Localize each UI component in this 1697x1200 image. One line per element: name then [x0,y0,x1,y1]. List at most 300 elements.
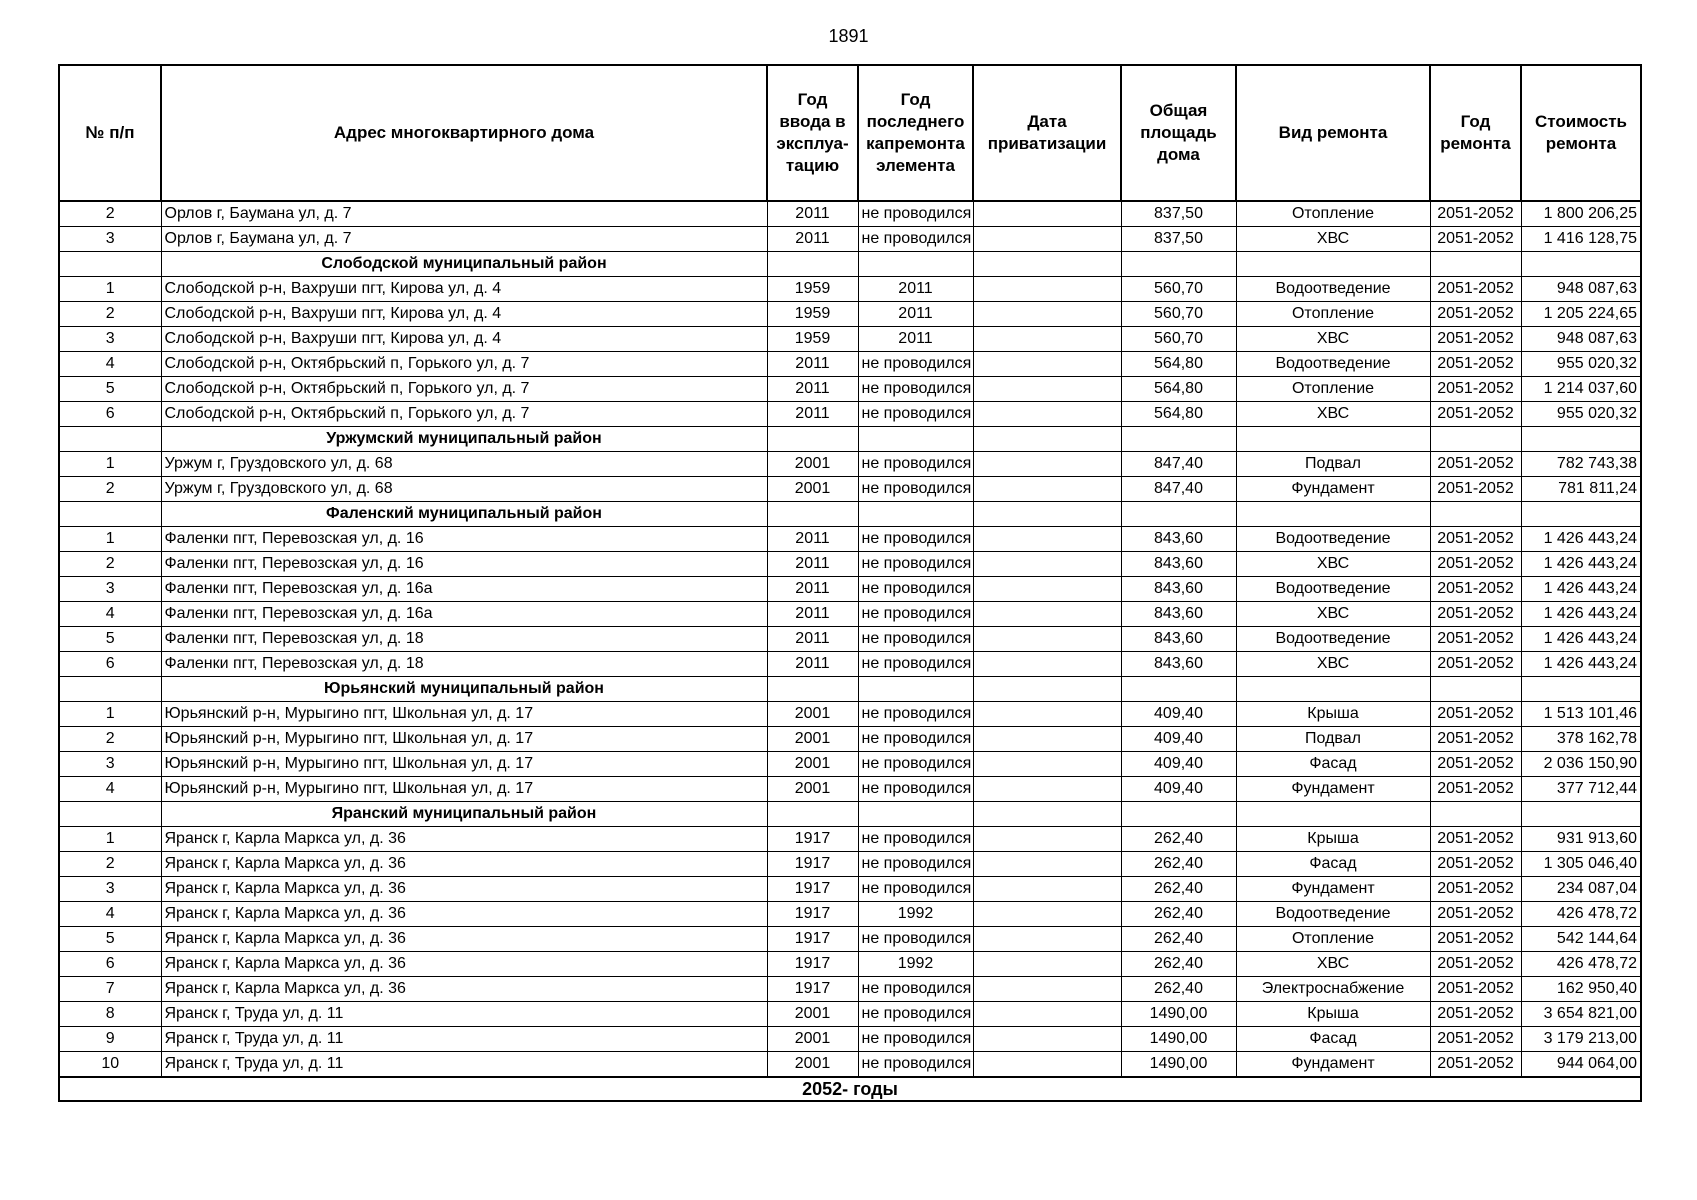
cell-repair-type: Фундамент [1236,477,1430,502]
cell-last-repair: не проводился [858,402,973,427]
cell-area: 837,50 [1121,227,1236,252]
table-row [59,652,1641,677]
cell-last-repair: 1992 [858,902,973,927]
cell-cost: 948 087,63 [1521,277,1641,302]
cell-cost: 1 426 443,24 [1521,577,1641,602]
cell-address: Яранск г, Труда ул, д. 11 [161,1027,767,1052]
cell-area: 1490,00 [1121,1002,1236,1027]
cell-year-built: 2001 [767,1052,858,1078]
cell-year-built: 2011 [767,577,858,602]
cell-repair-year: 2051-2052 [1430,727,1521,752]
cell-last-repair: не проводился [858,552,973,577]
cell-num: 4 [59,352,161,377]
cell-repair-year: 2051-2052 [1430,527,1521,552]
cell-privatization [973,827,1121,852]
cell-year-built: 2001 [767,727,858,752]
cell-address: Яранск г, Карла Маркса ул, д. 36 [161,827,767,852]
empty-cell [858,802,973,827]
cell-privatization [973,1002,1121,1027]
table-row [59,602,1641,627]
cell-area: 262,40 [1121,877,1236,902]
cell-num: 9 [59,1027,161,1052]
cell-cost: 2 036 150,90 [1521,752,1641,777]
repair-schedule-table [58,64,1642,1102]
table-row [59,952,1641,977]
cell-repair-year: 2051-2052 [1430,777,1521,802]
cell-repair-year: 2051-2052 [1430,752,1521,777]
table-row [59,827,1641,852]
cell-address: Слободской р-н, Вахруши пгт, Кирова ул, д. 4 [161,302,767,327]
cell-year-built: 2011 [767,377,858,402]
table-row [59,277,1641,302]
cell-address: Орлов г, Баумана ул, д. 7 [161,201,767,227]
cell-cost: 1 426 443,24 [1521,602,1641,627]
cell-privatization [973,602,1121,627]
cell-address: Уржум г, Груздовского ул, д. 68 [161,452,767,477]
cell-repair-year: 2051-2052 [1430,552,1521,577]
cell-repair-type: Крыша [1236,827,1430,852]
cell-address: Юрьянский р-н, Мурыгино пгт, Школьная ул, д. 17 [161,727,767,752]
cell-repair-year: 2051-2052 [1430,577,1521,602]
table-row [59,777,1641,802]
cell-last-repair: не проводился [858,527,973,552]
empty-cell [1430,677,1521,702]
cell-privatization [973,777,1121,802]
cell-privatization [973,752,1121,777]
page-number: 1891 [828,26,869,46]
table-row [59,1027,1641,1052]
district-row [59,502,1641,527]
cell-last-repair: не проводился [858,827,973,852]
cell-repair-type: Водоотведение [1236,277,1430,302]
cell-cost: 782 743,38 [1521,452,1641,477]
cell-privatization [973,702,1121,727]
cell-privatization [973,277,1121,302]
cell-last-repair: 2011 [858,302,973,327]
cell-cost: 931 913,60 [1521,827,1641,852]
cell-privatization [973,577,1121,602]
cell-repair-type: Фасад [1236,752,1430,777]
cell-address: Фаленки пгт, Перевозская ул, д. 16 [161,552,767,577]
cell-num: 2 [59,552,161,577]
cell-cost: 948 087,63 [1521,327,1641,352]
cell-privatization [973,652,1121,677]
district-name: Уржумский муниципальный район [161,427,767,452]
cell-privatization [973,627,1121,652]
cell-num: 6 [59,652,161,677]
cell-address: Слободской р-н, Октябрьский п, Горького ул, д. 7 [161,377,767,402]
empty-cell [59,427,161,452]
cell-cost: 1 800 206,25 [1521,201,1641,227]
cell-address: Юрьянский р-н, Мурыгино пгт, Школьная ул, д. 17 [161,777,767,802]
empty-cell [858,502,973,527]
cell-cost: 426 478,72 [1521,902,1641,927]
cell-year-built: 1917 [767,877,858,902]
cell-num: 1 [59,527,161,552]
district-name: Слободской муниципальный район [161,252,767,277]
cell-num: 6 [59,402,161,427]
cell-num: 3 [59,577,161,602]
cell-privatization [973,227,1121,252]
cell-last-repair: не проводился [858,977,973,1002]
cell-address: Фаленки пгт, Перевозская ул, д. 18 [161,652,767,677]
empty-cell [59,252,161,277]
cell-year-built: 2011 [767,227,858,252]
cell-cost: 1 305 046,40 [1521,852,1641,877]
empty-cell [858,427,973,452]
cell-repair-type: Электроснабжение [1236,977,1430,1002]
empty-cell [767,252,858,277]
district-name: Юрьянский муниципальный район [161,677,767,702]
empty-cell [1430,427,1521,452]
table-row [59,877,1641,902]
cell-area: 843,60 [1121,577,1236,602]
cell-address: Уржум г, Груздовского ул, д. 68 [161,477,767,502]
cell-last-repair: не проводился [858,577,973,602]
cell-cost: 426 478,72 [1521,952,1641,977]
cell-last-repair: не проводился [858,227,973,252]
cell-address: Слободской р-н, Октябрьский п, Горького ул, д. 7 [161,352,767,377]
cell-area: 262,40 [1121,827,1236,852]
table-row [59,552,1641,577]
empty-cell [1121,502,1236,527]
empty-cell [1121,427,1236,452]
cell-num: 5 [59,377,161,402]
empty-cell [1121,677,1236,702]
cell-privatization [973,377,1121,402]
cell-repair-year: 2051-2052 [1430,302,1521,327]
cell-last-repair: не проводился [858,777,973,802]
table-row [59,477,1641,502]
cell-address: Фаленки пгт, Перевозская ул, д. 16а [161,577,767,602]
cell-repair-year: 2051-2052 [1430,327,1521,352]
table-row [59,352,1641,377]
cell-repair-type: Водоотведение [1236,577,1430,602]
table-row [59,752,1641,777]
cell-address: Слободской р-н, Вахруши пгт, Кирова ул, д. 4 [161,327,767,352]
cell-address: Яранск г, Карла Маркса ул, д. 36 [161,852,767,877]
cell-privatization [973,327,1121,352]
empty-cell [1236,502,1430,527]
table-row [59,1052,1641,1078]
cell-cost: 542 144,64 [1521,927,1641,952]
cell-privatization [973,302,1121,327]
footer-row [59,1077,1641,1101]
empty-cell [973,252,1121,277]
cell-cost: 1 513 101,46 [1521,702,1641,727]
header-privatization: Дата приватизации [973,65,1121,201]
cell-area: 560,70 [1121,327,1236,352]
district-row [59,802,1641,827]
cell-area: 262,40 [1121,977,1236,1002]
cell-repair-year: 2051-2052 [1430,1052,1521,1078]
cell-num: 2 [59,727,161,752]
cell-area: 843,60 [1121,652,1236,677]
cell-year-built: 2001 [767,1027,858,1052]
cell-repair-type: Отопление [1236,201,1430,227]
empty-cell [767,502,858,527]
empty-cell [767,427,858,452]
cell-privatization [973,477,1121,502]
empty-cell [1236,802,1430,827]
cell-num: 8 [59,1002,161,1027]
empty-cell [1521,427,1641,452]
cell-num: 2 [59,477,161,502]
cell-privatization [973,877,1121,902]
cell-repair-year: 2051-2052 [1430,627,1521,652]
table-row [59,927,1641,952]
empty-cell [1521,252,1641,277]
cell-last-repair: не проводился [858,1052,973,1078]
cell-repair-year: 2051-2052 [1430,1027,1521,1052]
empty-cell [973,427,1121,452]
district-row [59,252,1641,277]
empty-cell [767,677,858,702]
cell-privatization [973,352,1121,377]
table-row [59,201,1641,227]
cell-privatization [973,452,1121,477]
header-repair-type: Вид ремонта [1236,65,1430,201]
cell-area: 560,70 [1121,277,1236,302]
cell-repair-year: 2051-2052 [1430,952,1521,977]
empty-cell [1521,677,1641,702]
cell-address: Орлов г, Баумана ул, д. 7 [161,227,767,252]
cell-year-built: 1917 [767,902,858,927]
cell-num: 3 [59,877,161,902]
cell-last-repair: не проводился [858,201,973,227]
cell-last-repair: не проводился [858,352,973,377]
cell-cost: 781 811,24 [1521,477,1641,502]
cell-repair-type: Крыша [1236,1002,1430,1027]
cell-year-built: 2011 [767,201,858,227]
cell-repair-type: Подвал [1236,452,1430,477]
cell-repair-type: ХВС [1236,602,1430,627]
cell-cost: 1 416 128,75 [1521,227,1641,252]
cell-repair-year: 2051-2052 [1430,477,1521,502]
empty-cell [1521,502,1641,527]
cell-cost: 944 064,00 [1521,1052,1641,1078]
cell-last-repair: не проводился [858,727,973,752]
cell-year-built: 2011 [767,552,858,577]
table-row [59,452,1641,477]
cell-num: 4 [59,602,161,627]
table-row [59,577,1641,602]
cell-address: Фаленки пгт, Перевозская ул, д. 16 [161,527,767,552]
header-repair-year: Год ремонта [1430,65,1521,201]
cell-last-repair: 1992 [858,952,973,977]
cell-repair-type: ХВС [1236,952,1430,977]
cell-repair-type: Отопление [1236,302,1430,327]
table-row [59,1002,1641,1027]
cell-last-repair: не проводился [858,452,973,477]
empty-cell [1236,677,1430,702]
table-row [59,402,1641,427]
cell-year-built: 1959 [767,277,858,302]
cell-repair-year: 2051-2052 [1430,452,1521,477]
cell-num: 2 [59,852,161,877]
cell-address: Юрьянский р-н, Мурыгино пгт, Школьная ул, д. 17 [161,702,767,727]
cell-year-built: 1917 [767,952,858,977]
cell-area: 843,60 [1121,552,1236,577]
cell-area: 560,70 [1121,302,1236,327]
cell-last-repair: не проводился [858,877,973,902]
cell-area: 262,40 [1121,952,1236,977]
cell-privatization [973,552,1121,577]
cell-cost: 1 214 037,60 [1521,377,1641,402]
cell-num: 1 [59,702,161,727]
cell-repair-year: 2051-2052 [1430,702,1521,727]
cell-area: 564,80 [1121,352,1236,377]
table-body [59,201,1641,1077]
district-name: Яранский муниципальный район [161,802,767,827]
header-cost: Стоимость ремонта [1521,65,1641,201]
cell-last-repair: не проводился [858,377,973,402]
cell-repair-type: Фундамент [1236,777,1430,802]
cell-num: 1 [59,452,161,477]
header-address: Адрес многоквартирного дома [161,65,767,201]
footer-label: 2052- годы [59,1077,1641,1101]
cell-area: 847,40 [1121,477,1236,502]
cell-privatization [973,527,1121,552]
cell-year-built: 1959 [767,302,858,327]
cell-num: 1 [59,827,161,852]
cell-repair-type: ХВС [1236,652,1430,677]
header-num: № п/п [59,65,161,201]
header-last-repair: Год последнего капремонта элемента [858,65,973,201]
cell-year-built: 2001 [767,452,858,477]
cell-address: Юрьянский р-н, Мурыгино пгт, Школьная ул, д. 17 [161,752,767,777]
cell-last-repair: не проводился [858,602,973,627]
cell-num: 4 [59,902,161,927]
cell-privatization [973,1052,1121,1078]
cell-num: 7 [59,977,161,1002]
cell-area: 409,40 [1121,777,1236,802]
cell-address: Слободской р-н, Октябрьский п, Горького ул, д. 7 [161,402,767,427]
cell-address: Яранск г, Карла Маркса ул, д. 36 [161,877,767,902]
cell-num: 2 [59,302,161,327]
cell-address: Яранск г, Карла Маркса ул, д. 36 [161,952,767,977]
cell-cost: 377 712,44 [1521,777,1641,802]
cell-last-repair: 2011 [858,277,973,302]
cell-repair-year: 2051-2052 [1430,877,1521,902]
cell-cost: 1 426 443,24 [1521,627,1641,652]
cell-privatization [973,402,1121,427]
cell-area: 564,80 [1121,377,1236,402]
table-header-row [59,65,1641,201]
cell-address: Яранск г, Труда ул, д. 11 [161,1052,767,1078]
cell-repair-type: Фасад [1236,852,1430,877]
district-row [59,677,1641,702]
cell-privatization [973,1027,1121,1052]
cell-address: Фаленки пгт, Перевозская ул, д. 18 [161,627,767,652]
cell-year-built: 1959 [767,327,858,352]
cell-cost: 378 162,78 [1521,727,1641,752]
cell-last-repair: не проводился [858,702,973,727]
empty-cell [1121,802,1236,827]
cell-cost: 1 426 443,24 [1521,652,1641,677]
cell-repair-type: Фундамент [1236,1052,1430,1078]
cell-area: 564,80 [1121,402,1236,427]
table-row [59,527,1641,552]
cell-year-built: 1917 [767,977,858,1002]
cell-repair-year: 2051-2052 [1430,977,1521,1002]
cell-year-built: 1917 [767,927,858,952]
empty-cell [59,677,161,702]
table-row [59,302,1641,327]
cell-repair-year: 2051-2052 [1430,227,1521,252]
empty-cell [767,802,858,827]
cell-area: 837,50 [1121,201,1236,227]
cell-repair-year: 2051-2052 [1430,1002,1521,1027]
cell-area: 409,40 [1121,752,1236,777]
cell-repair-type: Фасад [1236,1027,1430,1052]
cell-cost: 1 426 443,24 [1521,552,1641,577]
cell-year-built: 2011 [767,652,858,677]
cell-num: 3 [59,227,161,252]
empty-cell [59,502,161,527]
cell-repair-year: 2051-2052 [1430,352,1521,377]
empty-cell [973,502,1121,527]
cell-repair-type: ХВС [1236,327,1430,352]
empty-cell [1121,252,1236,277]
empty-cell [59,802,161,827]
cell-repair-year: 2051-2052 [1430,277,1521,302]
cell-last-repair: не проводился [858,652,973,677]
cell-repair-type: Отопление [1236,377,1430,402]
cell-cost: 1 205 224,65 [1521,302,1641,327]
cell-year-built: 2001 [767,777,858,802]
empty-cell [973,802,1121,827]
cell-privatization [973,977,1121,1002]
cell-privatization [973,201,1121,227]
table-row [59,852,1641,877]
cell-year-built: 2001 [767,477,858,502]
cell-num: 2 [59,201,161,227]
cell-repair-year: 2051-2052 [1430,902,1521,927]
cell-privatization [973,902,1121,927]
cell-cost: 1 426 443,24 [1521,527,1641,552]
empty-cell [973,677,1121,702]
cell-area: 843,60 [1121,527,1236,552]
cell-repair-type: ХВС [1236,227,1430,252]
cell-privatization [973,952,1121,977]
cell-cost: 162 950,40 [1521,977,1641,1002]
empty-cell [1430,252,1521,277]
cell-year-built: 1917 [767,852,858,877]
cell-year-built: 2011 [767,352,858,377]
table-row [59,702,1641,727]
cell-area: 847,40 [1121,452,1236,477]
cell-last-repair: не проводился [858,477,973,502]
cell-cost: 3 179 213,00 [1521,1027,1641,1052]
cell-repair-year: 2051-2052 [1430,652,1521,677]
cell-repair-year: 2051-2052 [1430,201,1521,227]
cell-area: 409,40 [1121,727,1236,752]
cell-area: 262,40 [1121,902,1236,927]
cell-privatization [973,927,1121,952]
cell-num: 6 [59,952,161,977]
cell-num: 3 [59,327,161,352]
cell-num: 1 [59,277,161,302]
cell-last-repair: 2011 [858,327,973,352]
cell-last-repair: не проводился [858,927,973,952]
table-row [59,902,1641,927]
cell-num: 5 [59,627,161,652]
cell-area: 409,40 [1121,702,1236,727]
cell-last-repair: не проводился [858,1002,973,1027]
empty-cell [1430,802,1521,827]
cell-last-repair: не проводился [858,852,973,877]
